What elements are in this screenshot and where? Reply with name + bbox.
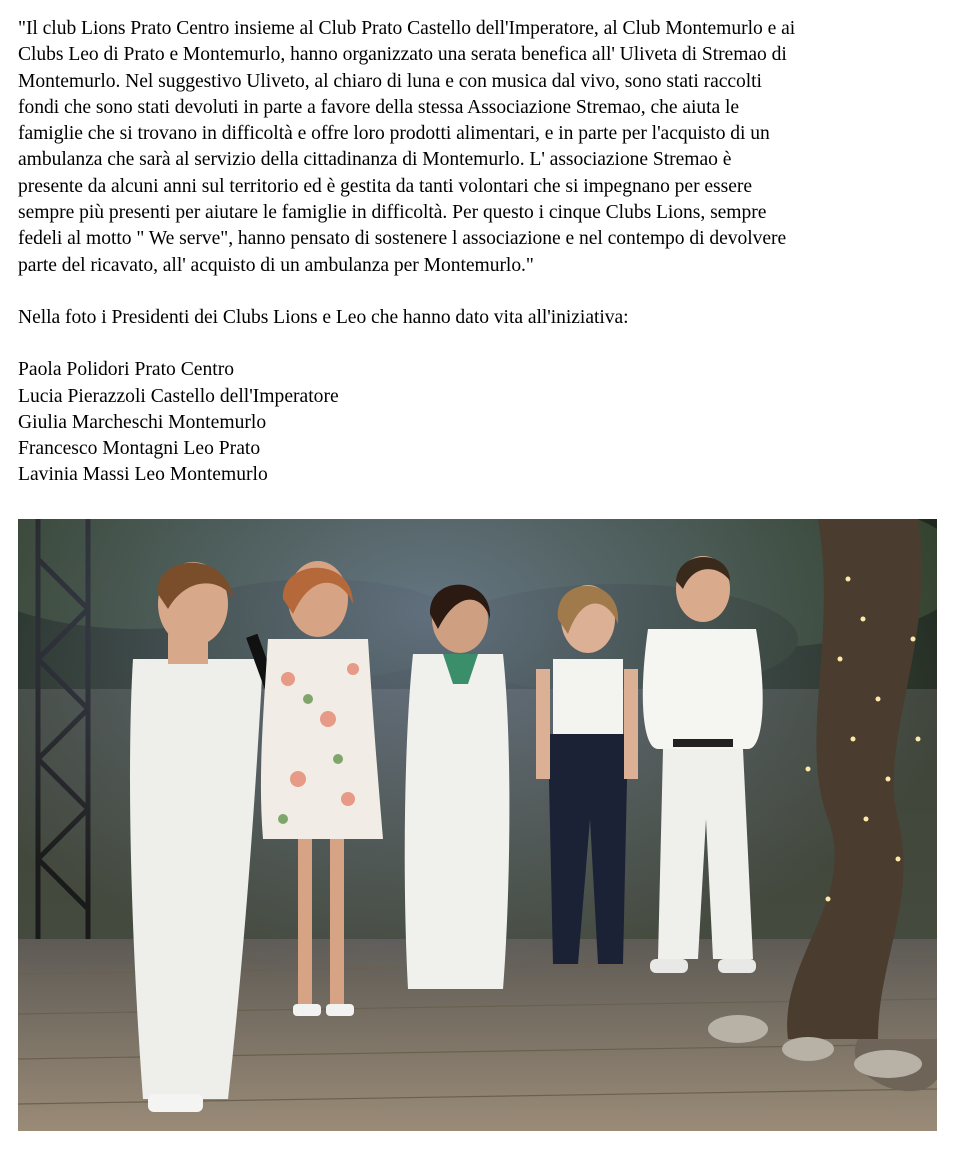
article-line: presente da alcuni anni sul territorio ed è gestita da tanti volontari che si impegnano per essere: [18, 175, 752, 197]
article-line: fondi che sono stati devoluti in parte a favore della stessa Associazione Stremao, che aiuta le: [18, 96, 740, 118]
president-name: Francesco Montagni Leo Prato: [18, 438, 261, 460]
article-line: fedeli al motto " We serve", hanno pensato di sostenere l associazione e nel contempo di devolvere: [18, 228, 787, 250]
article-line: parte del ricavato, all' acquisto di un ambulanza per Montemurlo.": [18, 254, 534, 276]
president-name: Lavinia Massi Leo Montemurlo: [18, 464, 268, 486]
article-line: Montemurlo. Nel suggestivo Uliveto, al chiaro di luna e con musica dal vivo, sono stati raccolti: [18, 70, 762, 92]
presidents-list: [18, 357, 938, 488]
article-line: "Il club Lions Prato Centro insieme al Club Prato Castello dell'Imperatore, al Club Montemurlo e ai: [18, 18, 796, 39]
president-name: Lucia Pierazzoli Castello dell'Imperatore: [18, 385, 339, 407]
article-line: famiglie che si trovano in difficoltà e offre loro prodotti alimentari, e in parte per l'acquisto di un: [18, 123, 770, 145]
photo-caption: Nella foto i Presidenti dei Clubs Lions e Leo che hanno dato vita all'iniziativa:: [18, 306, 629, 328]
president-name: Giulia Marcheschi Montemurlo: [18, 411, 267, 433]
president-name: Paola Polidori Prato Centro: [18, 359, 235, 381]
article-paragraph: [18, 16, 938, 279]
article-line: ambulanza che sarà al servizio della cittadinanza di Montemurlo. L' associazione Stremao è: [18, 149, 732, 171]
article-line: sempre più presenti per aiutare le famiglie in difficoltà. Per questo i cinque Clubs Lions, sempre: [18, 202, 767, 224]
event-photo: [18, 519, 937, 1131]
event-photo-illustration: [18, 519, 937, 1131]
article-line: Clubs Leo di Prato e Montemurlo, hanno organizzato una serata benefica all' Uliveta di Stremao di: [18, 44, 787, 66]
document-body: [18, 16, 938, 505]
